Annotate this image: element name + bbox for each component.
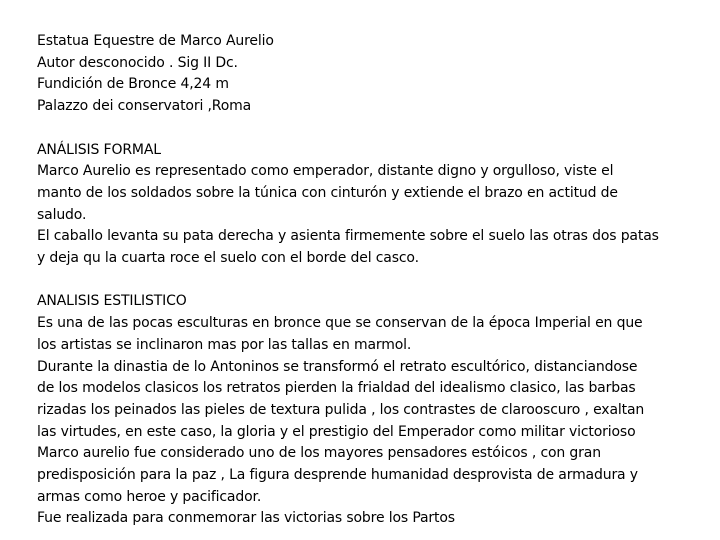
artwork-material-size: Fundición de Bronce 4,24 m bbox=[37, 76, 229, 93]
formal-analysis-section bbox=[37, 140, 707, 270]
artwork-info bbox=[37, 31, 707, 118]
stylistic-analysis-line: Marco aurelio fue considerado uno de los mayores pensadores estóicos , con gran bbox=[37, 445, 601, 462]
artwork-author-date: Autor desconocido . Sig II Dc. bbox=[37, 54, 238, 71]
spacer bbox=[37, 118, 707, 140]
formal-analysis-line: y deja qu la cuarta roce el suelo con el borde del casco. bbox=[37, 250, 419, 267]
formal-analysis-line: El caballo levanta su pata derecha y asienta firmemente sobre el suelo las otras dos patas bbox=[37, 228, 659, 245]
formal-analysis-heading: ANÁLISIS FORMAL bbox=[37, 141, 161, 158]
stylistic-analysis-section bbox=[37, 291, 707, 530]
artwork-title: Estatua Equestre de Marco Aurelio bbox=[37, 33, 274, 49]
stylistic-analysis-line: armas como heroe y pacificador. bbox=[37, 488, 262, 505]
document-body bbox=[37, 31, 707, 530]
stylistic-analysis-line: rizadas los peinados las pieles de textura pulida , los contrastes de clarooscuro , exaltan bbox=[37, 401, 645, 418]
stylistic-analysis-line: las virtudes, en este caso, la gloria y el prestigio del Emperador como militar victorioso bbox=[37, 423, 636, 440]
stylistic-analysis-line: Es una de las pocas esculturas en bronce que se conservan de la época Imperial en que bbox=[37, 315, 643, 332]
artwork-location: Palazzo dei conservatori ,Roma bbox=[37, 98, 252, 115]
formal-analysis-line: manto de los soldados sobre la túnica con cinturón y extiende el brazo en actitud de bbox=[37, 184, 618, 201]
spacer bbox=[37, 270, 707, 292]
stylistic-analysis-line: Fue realizada para conmemorar las victorias sobre los Partos bbox=[37, 510, 455, 527]
stylistic-analysis-line: los artistas se inclinaron mas por las tallas en marmol. bbox=[37, 336, 412, 353]
formal-analysis-line: Marco Aurelio es representado como emperador, distante digno y orgulloso, viste el bbox=[37, 163, 614, 180]
stylistic-analysis-line: predisposición para la paz , La figura desprende humanidad desprovista de armadura y bbox=[37, 467, 638, 484]
stylistic-analysis-line: de los modelos clasicos los retratos pierden la frialdad del idealismo clasico, las barbas bbox=[37, 380, 636, 397]
stylistic-analysis-line: Durante la dinastia de lo Antoninos se transformó el retrato escultórico, distanciandose bbox=[37, 358, 638, 375]
stylistic-analysis-heading: ANALISIS ESTILISTICO bbox=[37, 293, 187, 310]
formal-analysis-line: saludo. bbox=[37, 206, 87, 223]
